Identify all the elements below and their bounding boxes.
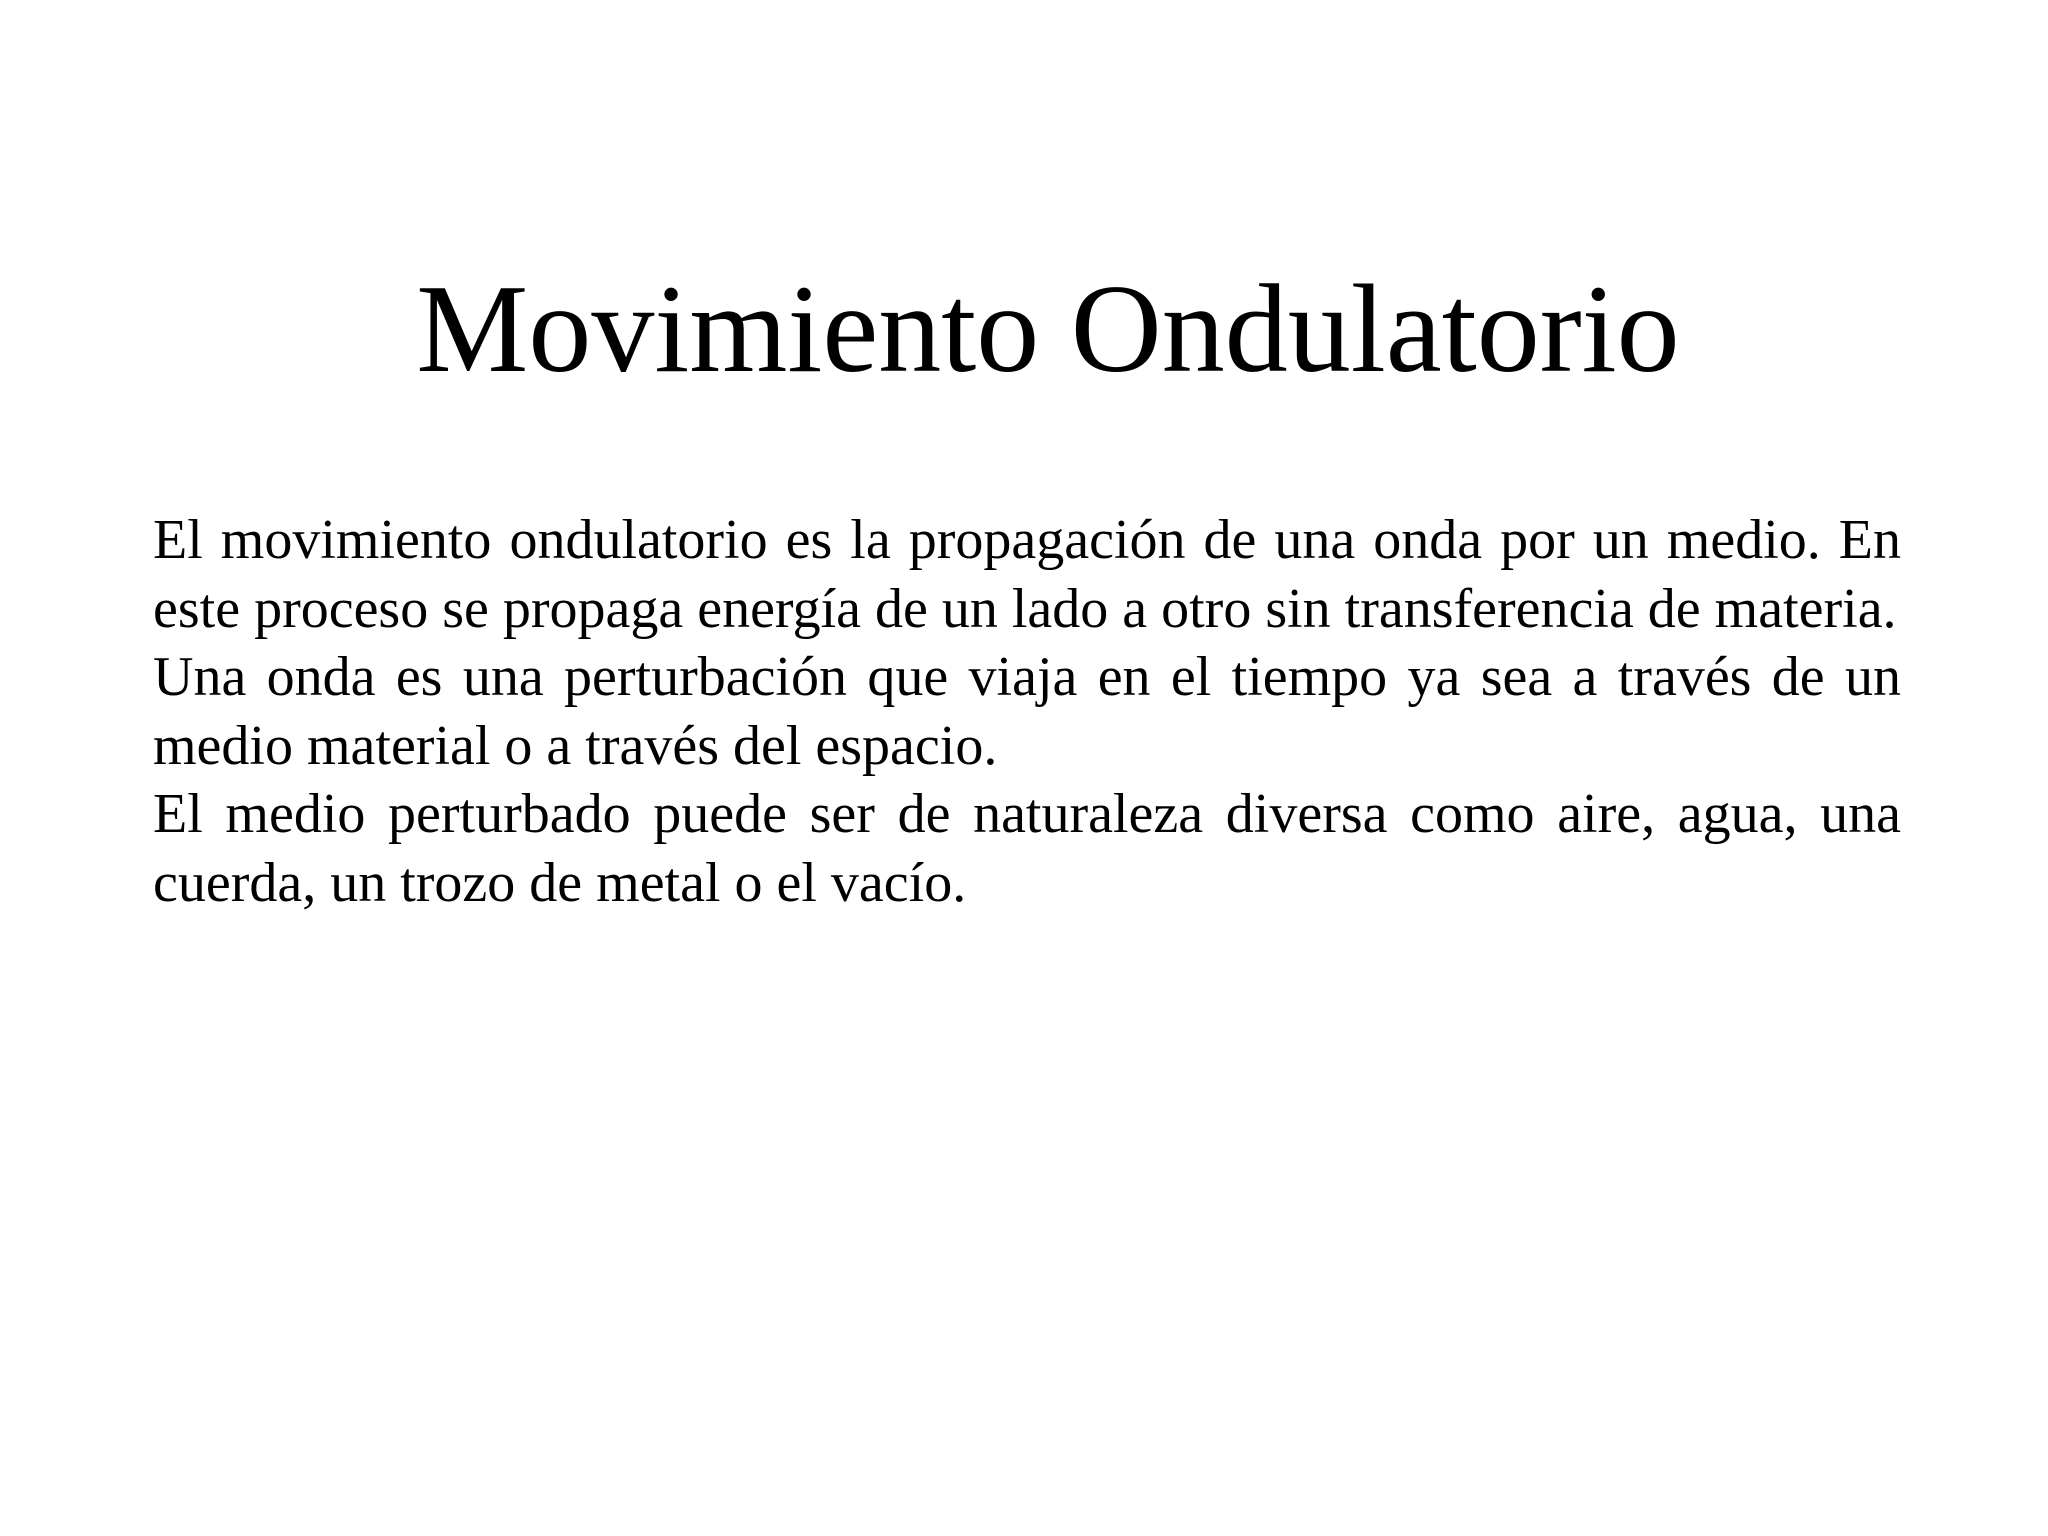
slide-body (153, 506, 1901, 917)
body-paragraph-2: Una onda es una perturbación que viaja en el tiempo ya sea a través de un medio material o a través del espacio. (153, 646, 1901, 777)
body-paragraph-3: El medio perturbado puede ser de naturaleza diversa como aire, agua, una cuerda, un trozo de metal o el vacío. (153, 783, 1901, 914)
slide-title: Movimiento Ondulatorio (416, 260, 1680, 399)
body-paragraph-1: El movimiento ondulatorio es la propagación de una onda por un medio. En este proceso se propaga energía de un lado a otro sin transferencia de materia. (153, 509, 1901, 640)
